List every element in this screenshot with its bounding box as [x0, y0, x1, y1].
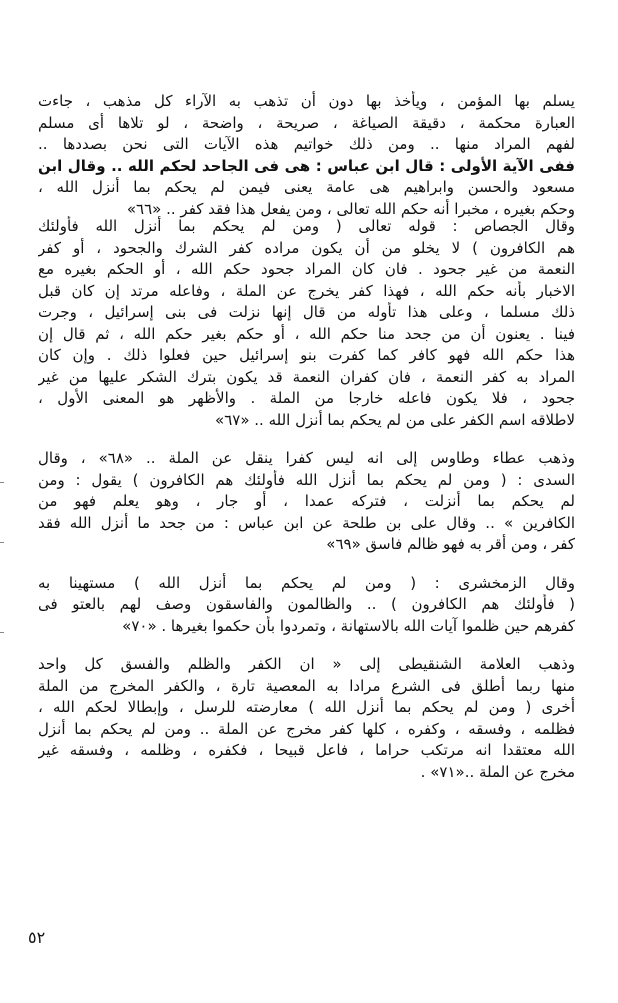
margin-mark: [0, 542, 4, 543]
text-line: الكافرين » .. وقال على بن طلحة عن ابن عباس : من جحد ما أنزل الله فقد: [38, 513, 575, 532]
paragraph-2: [38, 216, 575, 431]
text-line: منها ربما أطلق فى الشرع مرادا به المعصية تارة ، والكفر المخرج من الملة: [38, 676, 575, 695]
margin-mark: [0, 482, 4, 483]
text-line: ففى الآية الأولى : قال ابن عباس : هى فى الجاحد لحكم الله .. وقال ابن: [38, 156, 575, 175]
text-line: وذهب عطاء وطاوس إلى انه ليس كفرا ينقل عن الملة .. «٦٨» ، وقال: [38, 449, 575, 467]
text-line: يسلم بها المؤمن ، ويأخذ بها دون أن تذهب به الآراء كل مذهب ، جاءت: [38, 92, 575, 110]
text-line: فينا . يعنون أن من جحد منا حكم الله ، أو حكم بغير حكم الله ، ثم قال إن: [38, 324, 575, 343]
text-line: النعمة من غير جحود . فان كان المراد جحود حكم الله ، أو الحكم بغيره مع: [38, 260, 575, 278]
text-line: لم يحكم بما أنزلت ، فتركه عمدا ، أو جار ، وهو يعلم فهو من: [38, 492, 575, 510]
text-line: وحكم بغيره ، مخبرا أنه حكم الله تعالى ، ومن يفعل هذا فقد كفر .. «٦٦»: [126, 199, 575, 218]
text-line: أخرى ( ومن لم يحكم بما أنزل الله ) معارضته للرسل ، وإبطالا لحكم الله ،: [38, 698, 575, 716]
text-line: الله معتقدا انه مرتكب حراما ، فاعل قبيحا ، فكفره ، وظلمه ، وفسقه غير: [38, 741, 575, 759]
text-line: كفر ، ومن أقر به فهو ظالم فاسق «٦٩»: [326, 535, 575, 553]
text-line: الاخبار بأنه حكم الله ، فهذا كفر يخرج عن الملة ، وفاعله مرتد إن كان قبل: [38, 281, 575, 300]
text-line: هم الكافرون ) لا يخلو من أن يكون مراده كفر الشرك والجحود ، أو كفر: [38, 238, 575, 257]
paragraph-1: [38, 91, 575, 220]
text-line: مسعود والحسن وابراهيم هى عامة يعنى فيمن لم يحكم بما أنزل الله ،: [38, 178, 575, 196]
text-line: وذهب العلامة الشنقيطى إلى « ان الكفر والظلم والفسق كل واحد: [38, 655, 575, 673]
text-line: فظلمه ، وفسقه ، وكفره ، كلها كفر مخرج عن الملة .. ومن لم يحكم بما أنزل: [38, 719, 575, 738]
text-line: جحود ، فلا يكون فاعله خارجا من الملة . والأظهر هو المعنى الأول ،: [38, 389, 575, 407]
text-line: وقال الجصاص : قوله تعالى ( ومن لم يحكم بما أنزل الله فأولئك: [38, 217, 575, 235]
text-line: كفرهم حين ظلموا آيات الله بالاستهانة ، وتمردوا بأن حكموا بغيرها . «٧٠»: [122, 616, 575, 635]
paragraph-4: [38, 573, 575, 638]
paragraph-5: [38, 654, 575, 783]
margin-mark: [0, 632, 4, 633]
text-line: العبارة محكمة ، دقيقة الصياغة ، صريحة ، واضحة ، لو تلاها أى مسلم: [38, 113, 575, 132]
book-page: [38, 70, 575, 970]
text-line: لاطلاقه اسم الكفر على من لم يحكم بما أنزل الله .. «٦٧»: [215, 410, 575, 429]
text-line: ( فأولئك هم الكافرون ) .. والظالمون والفاسقون وصف لهم بالعتو فى: [38, 595, 575, 613]
page-number: ٥٢: [28, 928, 46, 947]
text-line: لفهم المراد منها .. ومن ذلك خواتيم هذه الآيات التى نحن بصددها ..: [38, 135, 575, 153]
text-line: هذا حكم الله فهو كافر كما كفرت بنو إسرائيل حين فعلوا ذلك . وإن كان: [38, 346, 575, 364]
paragraph-3: [38, 448, 575, 556]
text-line: المراد به كفر النعمة ، فان كفران النعمة قد يكون بترك الشكر عليها من غير: [38, 367, 575, 386]
text-line: السدى : ( ومن لم يحكم بما أنزل الله فأولئك هم الكافرون ) يقول : ومن: [38, 470, 575, 489]
text-line: ذلك مسلما ، وعلى هذا تأوله من قال إنها نزلت فى بنى إسرائيل ، وجرت: [38, 303, 575, 321]
text-line: وقال الزمخشرى : ( ومن لم يحكم بما أنزل الله ) مستهينا به: [38, 573, 575, 592]
text-line: مخرج عن الملة ..«٧١» .: [420, 762, 575, 781]
